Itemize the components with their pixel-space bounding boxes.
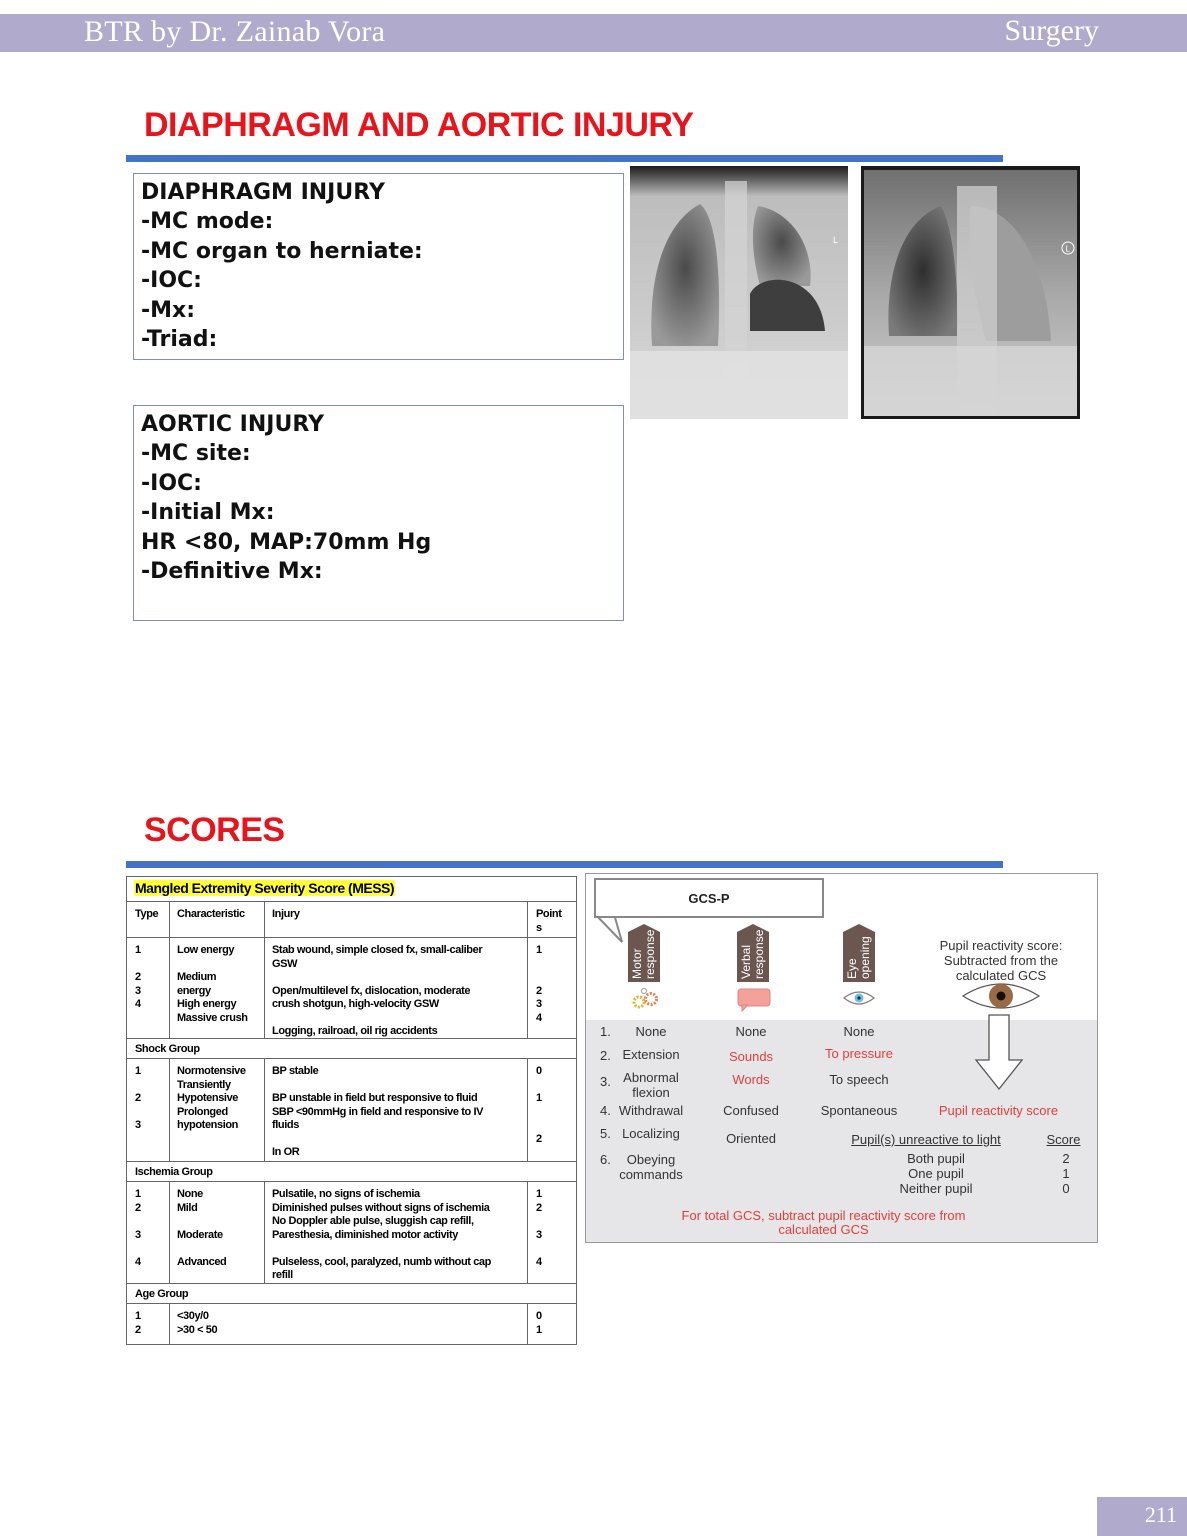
- eye-score-3: To speech: [829, 1072, 889, 1087]
- characteristic-value: Mild: [177, 1201, 198, 1214]
- aortic-targets: HR <80, MAP:70mm Hg: [141, 529, 432, 555]
- pupil-row-label: Neither pupil: [899, 1181, 973, 1196]
- page-header: [0, 14, 1187, 52]
- pupil-note-line2: Subtracted from the: [943, 953, 1059, 968]
- verbal-score-4: Confused: [723, 1103, 779, 1118]
- points-value: 1: [536, 1188, 542, 1200]
- verbal-score-5: Oriented: [726, 1131, 776, 1146]
- speech-bubble-icon: [737, 988, 771, 1012]
- gears-icon: [630, 987, 664, 1011]
- injury-value: Diminished pulses without signs of ischemia: [272, 1201, 490, 1214]
- injury-value: Paresthesia, diminished motor activity: [272, 1228, 458, 1241]
- type-value: 1: [135, 1310, 141, 1322]
- injury-column: [265, 1182, 528, 1283]
- points-value: 2: [536, 984, 542, 997]
- injury-value: BP unstable in field but responsive to fluid: [272, 1092, 478, 1104]
- points-value: 1: [536, 1323, 542, 1336]
- points-column: [528, 1304, 576, 1344]
- header-type: Type: [127, 902, 170, 937]
- mess-header-row: [127, 902, 576, 938]
- side-marker-l: L: [833, 235, 839, 245]
- injury-value: No Doppler able pulse, sluggish cap refill,: [272, 1215, 474, 1227]
- characteristic-column: [170, 938, 265, 1038]
- section-divider: [126, 155, 1003, 162]
- injury-value: Open/multilevel fx, dislocation, moderate: [272, 984, 471, 997]
- subject-label: Surgery: [1004, 14, 1099, 47]
- injury-value: Pulsatile, no signs of ischemia: [272, 1188, 420, 1200]
- gcs-number: 2.: [600, 1048, 611, 1063]
- verbal-score-2: Sounds: [728, 1049, 774, 1064]
- points-column: [528, 938, 576, 1038]
- pupil-row-score: 2: [1062, 1151, 1070, 1166]
- motor-score-2: Extension: [622, 1047, 680, 1062]
- side-marker-l: L: [1065, 244, 1070, 254]
- type-value: 1: [135, 1188, 141, 1200]
- type-value: 3: [135, 984, 141, 997]
- characteristic-value: Medium: [177, 971, 217, 983]
- header-points: Point s: [536, 908, 562, 934]
- aortic-initial-mx: -Initial Mx:: [141, 500, 275, 526]
- motor-score-4: Withdrawal: [618, 1103, 684, 1118]
- pupil-row-score: 1: [1062, 1166, 1070, 1181]
- diaphragm-triad: -Triad:: [141, 327, 218, 353]
- gcs-footer-note-line1: For total GCS, subtract pupil reactivity score from: [681, 1208, 966, 1223]
- injury-value: GSW: [272, 957, 298, 970]
- eye-icon: [842, 988, 876, 1008]
- characteristic-value: Advanced: [177, 1255, 227, 1268]
- aortic-mc-site: -MC site:: [141, 441, 251, 467]
- gcs-number: 3.: [600, 1074, 611, 1089]
- chest-xray-aortic-image: [861, 166, 1080, 419]
- characteristic-value: Low energy: [177, 944, 235, 956]
- points-value: 4: [536, 1011, 542, 1024]
- age-group-label: Age Group: [127, 1284, 576, 1304]
- pupil-row-label: Both pupil: [907, 1151, 965, 1166]
- characteristic-value: <30y/0: [177, 1310, 209, 1322]
- points-value: 1: [536, 1092, 542, 1104]
- points-column: [528, 1182, 576, 1283]
- header-injury: Injury: [265, 902, 528, 937]
- characteristic-value: None: [177, 1188, 203, 1200]
- pupil-note-line1: Pupil reactivity score:: [939, 938, 1063, 953]
- type-value: 4: [135, 998, 141, 1010]
- ischemia-group-label: Ischemia Group: [127, 1162, 576, 1182]
- gcs-p-title: GCS-P: [594, 878, 824, 918]
- gcs-number: 4.: [600, 1103, 611, 1118]
- characteristic-column: [170, 1182, 265, 1283]
- mess-skeletal-rows: [127, 938, 576, 1039]
- type-value: 2: [135, 1201, 141, 1214]
- mess-table: [126, 876, 577, 1345]
- points-value: 0: [536, 1310, 542, 1322]
- gcs-number: 6.: [600, 1152, 611, 1167]
- characteristic-column: [170, 1059, 265, 1161]
- injury-value: In OR: [272, 1146, 300, 1158]
- characteristic-value: Hypotensive: [177, 1092, 239, 1104]
- section-divider: [126, 861, 1003, 868]
- motor-score-3: Abnormal flexion: [623, 1070, 679, 1100]
- injury-value: BP stable: [272, 1065, 319, 1077]
- characteristic-value: Massive crush: [177, 1011, 248, 1024]
- motor-score-1: None: [635, 1024, 667, 1039]
- type-value: 3: [135, 1119, 141, 1131]
- large-eye-icon: [961, 980, 1041, 1012]
- mess-age-rows: [127, 1304, 576, 1344]
- eye-score-4: Spontaneous: [820, 1103, 898, 1118]
- points-value: 2: [536, 1201, 542, 1214]
- section-title-scores: SCORES: [144, 811, 285, 849]
- type-value: 2: [135, 971, 141, 983]
- header-characteristic: Characteristic: [170, 902, 265, 937]
- diaphragm-ioc: -IOC:: [141, 268, 202, 294]
- aortic-injury-box: [133, 405, 624, 621]
- type-value: 1: [135, 944, 141, 956]
- characteristic-column: [170, 1304, 528, 1344]
- type-value: 2: [135, 1323, 141, 1336]
- injury-column: [265, 938, 528, 1038]
- characteristic-value: Normotensive: [177, 1065, 246, 1077]
- type-value: 3: [135, 1228, 141, 1241]
- pupil-row-label: One pupil: [908, 1166, 964, 1181]
- injury-value: Logging, railroad, oil rig accidents: [272, 1025, 438, 1037]
- mess-title: Mangled Extremity Severity Score (MESS): [135, 880, 395, 896]
- eye-opening-label: Eye opening: [845, 936, 872, 979]
- diaphragm-heading: DIAPHRAGM INJURY: [141, 180, 385, 205]
- type-value: 4: [135, 1255, 141, 1268]
- eye-score-2: To pressure: [825, 1046, 893, 1061]
- verbal-score-3: Words: [732, 1072, 770, 1087]
- pupil-table-header-left: Pupil(s) unreactive to light: [851, 1132, 1001, 1147]
- points-value: 3: [536, 1228, 542, 1241]
- shock-group-label: Shock Group: [127, 1039, 576, 1059]
- type-value: 2: [135, 1092, 141, 1104]
- injury-value: crush shotgun, high-velocity GSW: [272, 998, 439, 1010]
- motor-score-6: Obeying commands: [619, 1152, 683, 1182]
- aortic-ioc: -IOC:: [141, 470, 202, 496]
- eye-score-1: None: [843, 1024, 875, 1039]
- injury-value: Pulseless, cool, paralyzed, numb without cap: [272, 1255, 491, 1268]
- page-number: 211: [1144, 1502, 1177, 1527]
- injury-value: refill: [272, 1269, 293, 1281]
- down-arrow-icon: [974, 1014, 1024, 1092]
- section-title-diaphragm-aortic: DIAPHRAGM AND AORTIC INJURY: [144, 106, 694, 144]
- verbal-score-1: None: [735, 1024, 767, 1039]
- type-column: [127, 1182, 170, 1283]
- diaphragm-injury-box: [133, 173, 624, 360]
- motor-response-label: Motor response: [630, 929, 657, 979]
- verbal-response-label: Verbal response: [739, 929, 766, 979]
- characteristic-value: High energy: [177, 998, 237, 1010]
- type-column: [127, 1304, 170, 1344]
- pupil-table-header-right: Score: [1046, 1132, 1081, 1147]
- mess-title-row: [127, 877, 576, 902]
- type-column: [127, 1059, 170, 1161]
- page-number-box: [1097, 1497, 1187, 1536]
- mess-shock-rows: [127, 1059, 576, 1162]
- characteristic-value: energy: [177, 984, 211, 997]
- injury-value: fluids: [272, 1119, 299, 1131]
- aortic-heading: AORTIC INJURY: [141, 412, 324, 437]
- diaphragm-mc-mode: -MC mode:: [141, 209, 274, 235]
- aortic-definitive-mx: -Definitive Mx:: [141, 559, 323, 585]
- points-value: 4: [536, 1255, 542, 1268]
- type-value: 1: [135, 1065, 141, 1077]
- chest-xray-diaphragm-image: [630, 166, 848, 419]
- characteristic-value: hypotension: [177, 1119, 238, 1131]
- gcs-p-figure: [585, 873, 1098, 1243]
- pupil-reactivity-score-label: Pupil reactivity score: [938, 1103, 1059, 1118]
- pupil-note-line3: calculated GCS: [955, 968, 1047, 983]
- points-value: 2: [536, 1132, 542, 1145]
- points-column: [528, 1059, 576, 1161]
- points-value: 0: [536, 1065, 542, 1077]
- pupil-row-score: 0: [1062, 1181, 1070, 1196]
- characteristic-value: >30 < 50: [177, 1323, 218, 1336]
- points-value: 3: [536, 998, 542, 1010]
- gcs-number: 1.: [600, 1024, 611, 1039]
- injury-column: [265, 1059, 528, 1161]
- characteristic-value: Prolonged: [177, 1105, 228, 1118]
- injury-value: SBP <90mmHg in field and responsive to IV: [272, 1105, 484, 1118]
- type-column: [127, 938, 170, 1038]
- diaphragm-mx: -Mx:: [141, 297, 196, 323]
- gcs-number: 5.: [600, 1126, 611, 1141]
- diaphragm-mc-organ: -MC organ to herniate:: [141, 238, 423, 264]
- characteristic-value: Moderate: [177, 1228, 223, 1241]
- book-title: BTR by Dr. Zainab Vora: [84, 15, 386, 48]
- points-value: 1: [536, 944, 542, 956]
- mess-ischemia-rows: [127, 1182, 576, 1284]
- characteristic-value: Transiently: [177, 1078, 231, 1091]
- injury-value: Stab wound, simple closed fx, small-caliber: [272, 944, 483, 956]
- gcs-footer-note-line2: calculated GCS: [778, 1222, 869, 1237]
- motor-score-5: Localizing: [622, 1126, 680, 1141]
